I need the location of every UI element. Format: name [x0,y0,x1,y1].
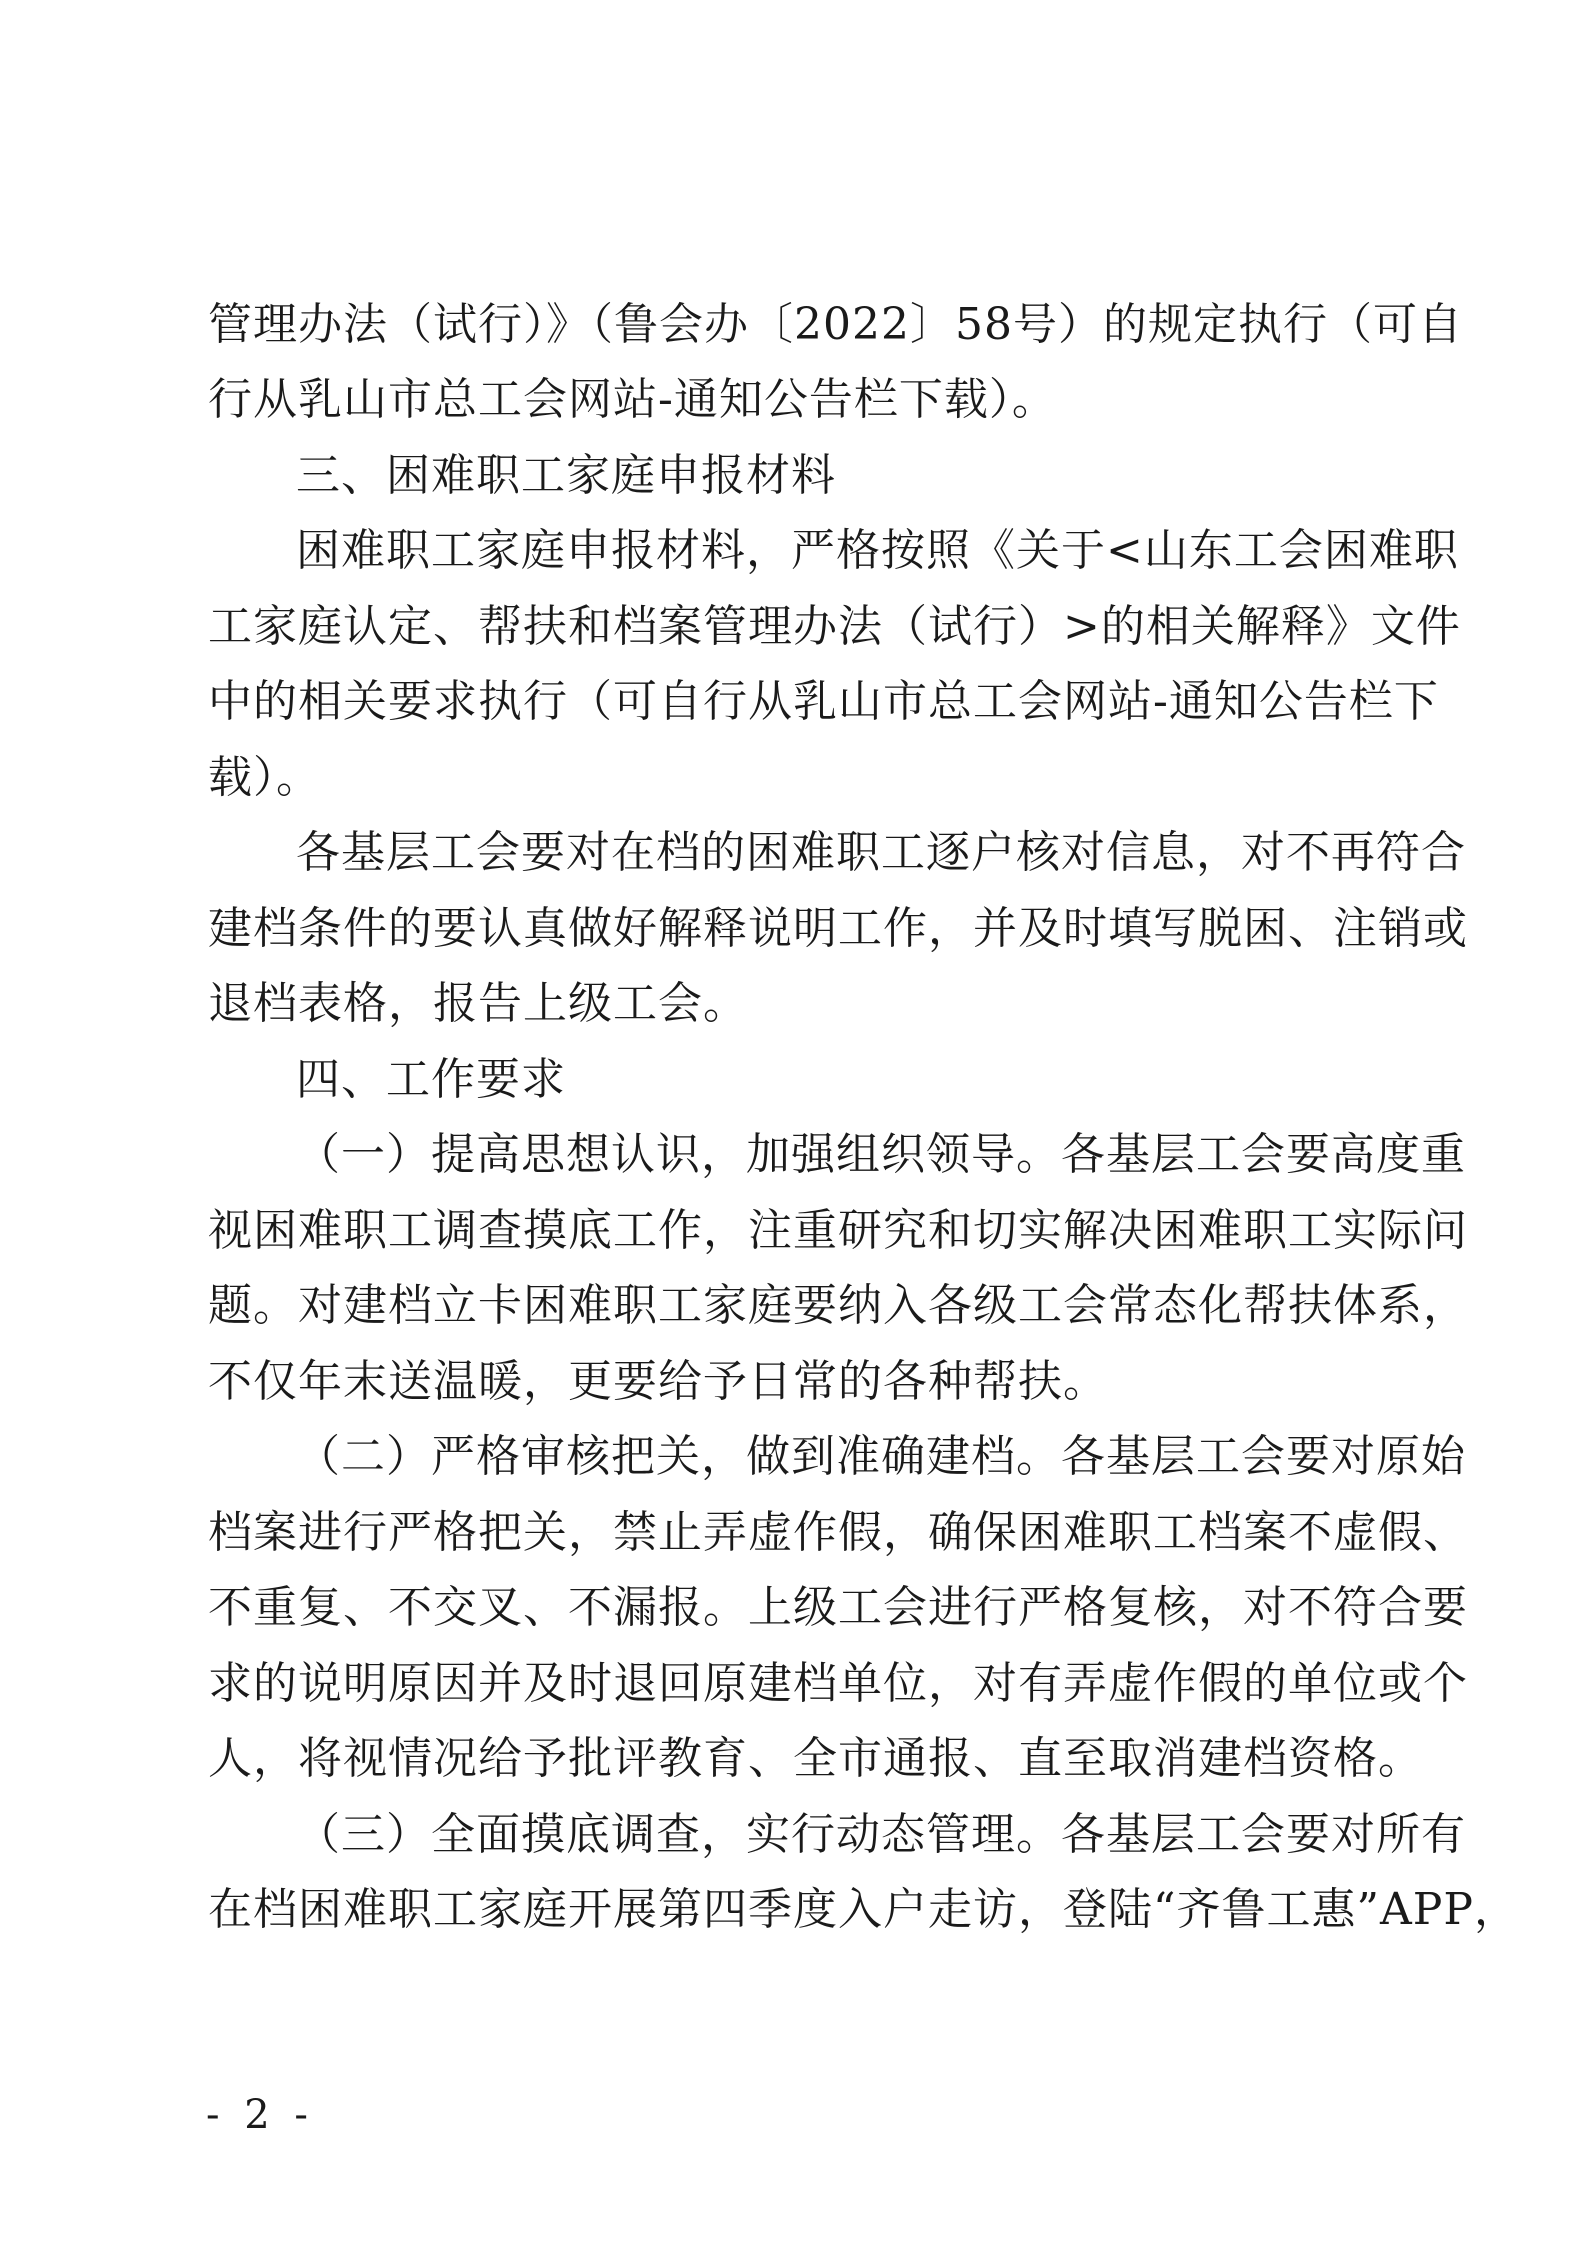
body-text-line: 在档困难职工家庭开展第四季度入户走访，登陆“齐鲁工惠”APP， [208,1884,1519,1935]
body-text-line: 视困难职工调查摸底工作，注重研究和切实解决困难职工实际问 [208,1205,1468,1256]
body-text-line: （一）提高思想认识，加强组织领导。各基层工会要高度重 [296,1129,1466,1180]
body-text-line: 中的相关要求执行（可自行从乳山市总工会网站-通知公告栏下 [208,676,1439,727]
body-text-line: 人，将视情况给予批评教育、全市通报、直至取消建档资格。 [208,1733,1423,1784]
body-text-line: 各基层工会要对在档的困难职工逐户核对信息，对不再符合 [296,827,1466,878]
section-heading-3: 三、困难职工家庭申报材料 [296,450,836,501]
body-text-line: 困难职工家庭申报材料，严格按照《关于<山东工会困难职 [296,525,1459,576]
body-text-line: 不重复、不交叉、不漏报。上级工会进行严格复核，对不符合要 [208,1582,1468,1633]
body-text-line: 档案进行严格把关，禁止弄虚作假，确保困难职工档案不虚假、 [208,1507,1468,1558]
body-text-line: 管理办法（试行）》（鲁会办〔2022〕58号）的规定执行（可自 [208,299,1463,350]
body-text-line: 求的说明原因并及时退回原建档单位，对有弄虚作假的单位或个 [208,1658,1468,1709]
body-text-line: 工家庭认定、帮扶和档案管理办法（试行）>的相关解释》文件 [208,601,1461,652]
body-text-line: （二）严格审核把关，做到准确建档。各基层工会要对原始 [296,1431,1466,1482]
body-text-line: 退档表格，报告上级工会。 [208,978,748,1029]
section-heading-4: 四、工作要求 [296,1054,566,1105]
body-text-line: （三）全面摸底调查，实行动态管理。各基层工会要对所有 [296,1809,1466,1860]
body-text-line: 载）。 [208,752,321,803]
body-text-line: 不仅年末送温暖，更要给予日常的各种帮扶。 [208,1356,1108,1407]
body-text-line: 行从乳山市总工会网站-通知公告栏下载）。 [208,374,1057,425]
body-text-line: 建档条件的要认真做好解释说明工作，并及时填写脱困、注销或 [208,903,1468,954]
body-text-line: 题。对建档立卡困难职工家庭要纳入各级工会常态化帮扶体系， [208,1280,1468,1331]
page-number: - 2 - [206,2092,314,2138]
